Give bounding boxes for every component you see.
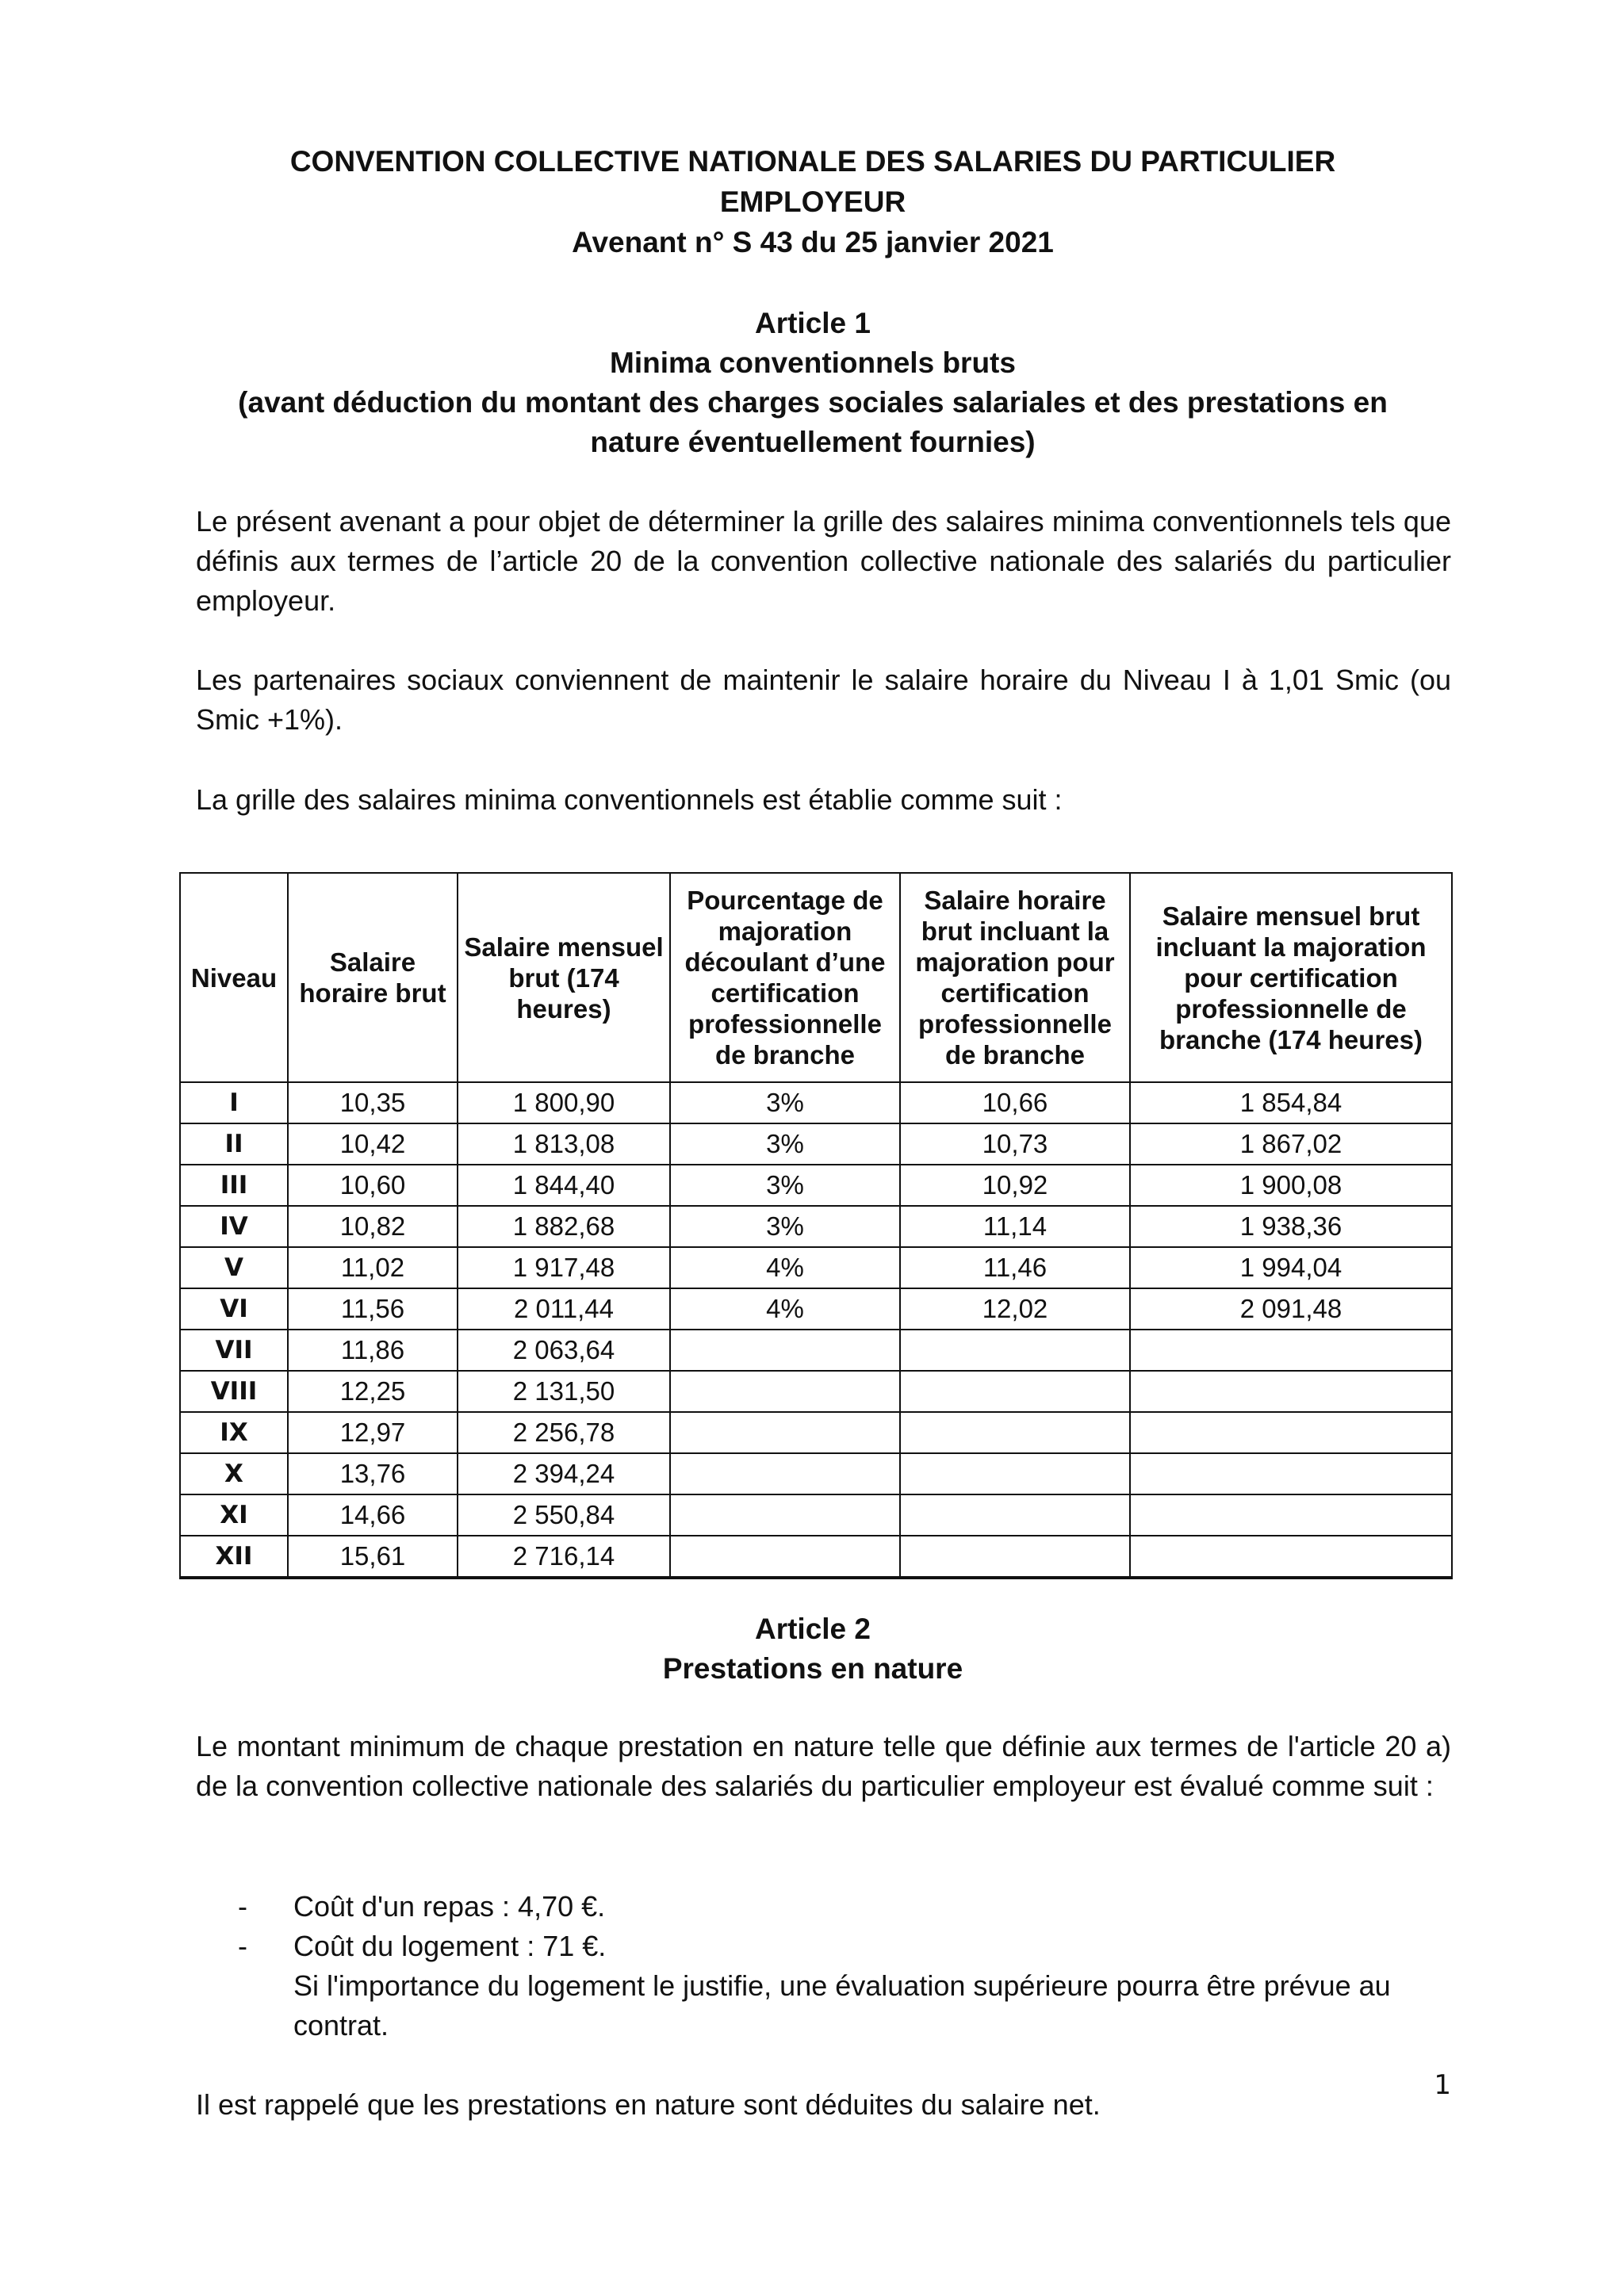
table-row — [180, 1330, 1452, 1371]
table-cell — [670, 1453, 900, 1494]
table-cell — [1130, 1371, 1452, 1412]
table-cell: 14,66 — [288, 1494, 458, 1536]
table-cell: 13,76 — [288, 1453, 458, 1494]
table-cell — [1130, 1453, 1452, 1494]
table-cell: 15,61 — [288, 1536, 458, 1578]
table-cell — [900, 1371, 1130, 1412]
list-item — [238, 1927, 1451, 2045]
list-item-text: Coût du logement : 71 €. — [293, 1930, 607, 1962]
list-item-extra: Si l'importance du logement le justifie, une évaluation supérieure pourra être prévue au contrat. — [293, 1969, 1391, 2042]
table-row — [180, 1206, 1452, 1247]
table-cell: 11,14 — [900, 1206, 1130, 1247]
table-cell — [900, 1494, 1130, 1536]
table-row — [180, 1494, 1452, 1536]
table-cell: XII — [180, 1536, 288, 1578]
table-cell: 2 550,84 — [458, 1494, 670, 1536]
table-row — [180, 1453, 1452, 1494]
page-number: 1 — [1434, 2069, 1451, 2101]
list-item — [238, 1887, 1451, 1927]
table-cell — [670, 1494, 900, 1536]
prestations-list — [238, 1887, 1451, 2045]
table-cell: 2 256,78 — [458, 1412, 670, 1453]
table-row — [180, 1536, 1452, 1578]
table-cell: 1 938,36 — [1130, 1206, 1452, 1247]
table-header-row — [180, 873, 1452, 1082]
article-2-paragraph-2: Il est rappelé que les prestations en nature sont déduites du salaire net. — [196, 2088, 1101, 2121]
table-cell: VII — [180, 1330, 288, 1371]
table-cell: 1 813,08 — [458, 1123, 670, 1165]
table-row — [180, 1288, 1452, 1330]
table-cell — [670, 1412, 900, 1453]
table-cell — [1130, 1494, 1452, 1536]
table-cell — [670, 1371, 900, 1412]
article-1-number: Article 1 — [754, 307, 871, 339]
table-cell: 11,02 — [288, 1247, 458, 1288]
table-cell — [900, 1536, 1130, 1578]
column-header-salaire-horaire: Salaire horaire brut — [288, 873, 458, 1082]
table-cell: 11,86 — [288, 1330, 458, 1371]
article-1-heading — [198, 304, 1427, 462]
table-cell: 2 011,44 — [458, 1288, 670, 1330]
table-cell: 3% — [670, 1165, 900, 1206]
table-cell: 12,02 — [900, 1288, 1130, 1330]
table-cell: VIII — [180, 1371, 288, 1412]
table-cell: 1 867,02 — [1130, 1123, 1452, 1165]
article-2-title: Prestations en nature — [662, 1652, 963, 1685]
article-2-paragraph-1: Le montant minimum de chaque prestation en nature telle que définie aux termes de l'article 20 a) de la convention collective nationale des salariés du particulier employeur est évalué comme suit : — [196, 1730, 1451, 1802]
column-header-mensuel-majore: Salaire mensuel brut incluant la majoration pour certification professionnelle de branche (174 heures) — [1130, 873, 1452, 1082]
table-cell: 4% — [670, 1247, 900, 1288]
title-line-3: Avenant n° S 43 du 25 janvier 2021 — [572, 226, 1054, 258]
table-cell: 11,56 — [288, 1288, 458, 1330]
document-title — [198, 141, 1427, 262]
table-cell — [1130, 1330, 1452, 1371]
table-cell — [1130, 1536, 1452, 1578]
list-item-text: Coût d'un repas : 4,70 €. — [293, 1890, 606, 1923]
table-cell: II — [180, 1123, 288, 1165]
table-cell: 2 716,14 — [458, 1536, 670, 1578]
list-dash: - — [238, 1890, 247, 1923]
table-cell: V — [180, 1247, 288, 1288]
column-header-niveau: Niveau — [180, 873, 288, 1082]
table-cell: 1 900,08 — [1130, 1165, 1452, 1206]
table-cell: IX — [180, 1412, 288, 1453]
article-1-title: Minima conventionnels bruts — [610, 346, 1016, 379]
article-1-paragraph-2: Les partenaires sociaux conviennent de maintenir le salaire horaire du Niveau I à 1,01 Smic (ou Smic +1%). — [196, 664, 1451, 736]
table-cell: 10,73 — [900, 1123, 1130, 1165]
article-1-subtitle-2: nature éventuellement fournies) — [590, 426, 1036, 458]
table-cell: 10,60 — [288, 1165, 458, 1206]
table-cell: IV — [180, 1206, 288, 1247]
article-1-subtitle-1: (avant déduction du montant des charges sociales salariales et des prestations en — [238, 386, 1388, 419]
table-cell — [670, 1536, 900, 1578]
table-cell: 2 131,50 — [458, 1371, 670, 1412]
table-cell: 1 800,90 — [458, 1082, 670, 1123]
table-cell: 2 091,48 — [1130, 1288, 1452, 1330]
column-header-salaire-mensuel: Salaire mensuel brut (174 heures) — [458, 873, 670, 1082]
table-row — [180, 1082, 1452, 1123]
table-cell: 12,25 — [288, 1371, 458, 1412]
article-2-heading — [198, 1609, 1427, 1689]
table-row — [180, 1123, 1452, 1165]
table-cell: VI — [180, 1288, 288, 1330]
table-cell: 11,46 — [900, 1247, 1130, 1288]
table-cell — [900, 1330, 1130, 1371]
table-row — [180, 1412, 1452, 1453]
list-dash: - — [238, 1930, 247, 1962]
table-cell: 1 917,48 — [458, 1247, 670, 1288]
table-cell: 10,66 — [900, 1082, 1130, 1123]
table-cell: 2 063,64 — [458, 1330, 670, 1371]
table-cell: 12,97 — [288, 1412, 458, 1453]
salary-grid-table — [179, 872, 1453, 1579]
table-cell — [900, 1412, 1130, 1453]
table-cell: 1 844,40 — [458, 1165, 670, 1206]
column-header-horaire-majore: Salaire horaire brut incluant la majoration pour certification professionnelle de branche — [900, 873, 1130, 1082]
table-cell: 1 994,04 — [1130, 1247, 1452, 1288]
table-cell — [1130, 1412, 1452, 1453]
table-cell: 3% — [670, 1123, 900, 1165]
table-cell: 1 882,68 — [458, 1206, 670, 1247]
table-cell — [900, 1453, 1130, 1494]
table-body — [180, 1082, 1452, 1578]
article-1-paragraph-1: Le présent avenant a pour objet de déterminer la grille des salaires minima conventionnels tels que définis aux termes de l’article 20 de la convention collective nationale des salariés du particulier employeur. — [196, 505, 1451, 617]
table-cell: 10,82 — [288, 1206, 458, 1247]
table-row — [180, 1247, 1452, 1288]
table-row — [180, 1371, 1452, 1412]
table-cell: 4% — [670, 1288, 900, 1330]
table-cell: 2 394,24 — [458, 1453, 670, 1494]
table-cell: 1 854,84 — [1130, 1082, 1452, 1123]
table-cell: I — [180, 1082, 288, 1123]
title-line-1: CONVENTION COLLECTIVE NATIONALE DES SALARIES DU PARTICULIER — [289, 145, 1336, 178]
article-1-paragraph-3: La grille des salaires minima conventionnels est établie comme suit : — [196, 783, 1063, 816]
table-cell: XI — [180, 1494, 288, 1536]
title-line-2: EMPLOYEUR — [719, 186, 906, 218]
table-cell — [670, 1330, 900, 1371]
table-row — [180, 1165, 1452, 1206]
table-cell: III — [180, 1165, 288, 1206]
table-cell: 3% — [670, 1082, 900, 1123]
table-cell: 10,35 — [288, 1082, 458, 1123]
table-cell: 10,42 — [288, 1123, 458, 1165]
table-cell: X — [180, 1453, 288, 1494]
column-header-pourcentage: Pourcentage de majoration découlant d’une certification professionnelle de branche — [670, 873, 900, 1082]
table-cell: 10,92 — [900, 1165, 1130, 1206]
article-2-number: Article 2 — [754, 1613, 871, 1645]
table-cell: 3% — [670, 1206, 900, 1247]
